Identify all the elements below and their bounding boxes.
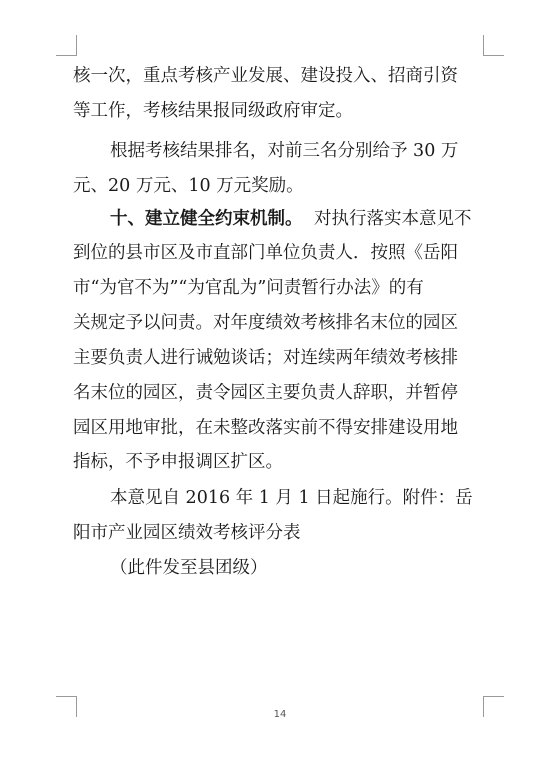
- section-ten-line: 市“为官不为”“为官乱为”问责暂行办法》的有: [73, 278, 424, 298]
- section-ten-heading: 十、建立健全约束机制。: [110, 209, 303, 229]
- effective-date-line-1: 本意见自 2016 年 1 月 1 日起施行。附件：岳: [110, 488, 473, 508]
- section-ten-first-line: [0, 201, 560, 237]
- page-number: 14: [273, 709, 287, 720]
- section-ten-line: 到位的县市区及市直部门单位负责人．按照《岳阳: [73, 243, 458, 263]
- paragraph-2-line-1: 根据考核结果排名，对前三名分别给予 30 万: [110, 141, 459, 161]
- section-ten-line: 关规定予以问责。对年度绩效考核排名末位的园区: [73, 313, 458, 333]
- section-ten-line: 指标，不予申报调区扩区。: [73, 452, 283, 472]
- paragraph-1-line-2: 等工作，考核结果报同级政府审定。: [73, 101, 353, 121]
- section-ten-line: 名末位的园区，责令园区主要负责人辞职，并暂停: [73, 383, 458, 403]
- section-ten-line: 园区用地审批，在未整改落实前不得安排建设用地: [73, 418, 458, 438]
- effective-date-line-2: 阳市产业园区绩效考核评分表: [73, 523, 301, 543]
- section-ten-line: 主要负责人进行诫勉谈话；对连续两年绩效考核排: [73, 348, 458, 368]
- crop-mark-top-left: [56, 35, 77, 56]
- section-ten-heading-rest: 对执行落实本意见不: [314, 209, 472, 229]
- crop-mark-top-right: [483, 35, 504, 56]
- paragraph-2-line-2: 元、20 万元、10 万元奖励。: [73, 176, 304, 196]
- distribution-note: （此件发至县团级）: [110, 558, 268, 578]
- paragraph-1-line-1: 核一次，重点考核产业发展、建设投入、招商引资: [73, 66, 458, 86]
